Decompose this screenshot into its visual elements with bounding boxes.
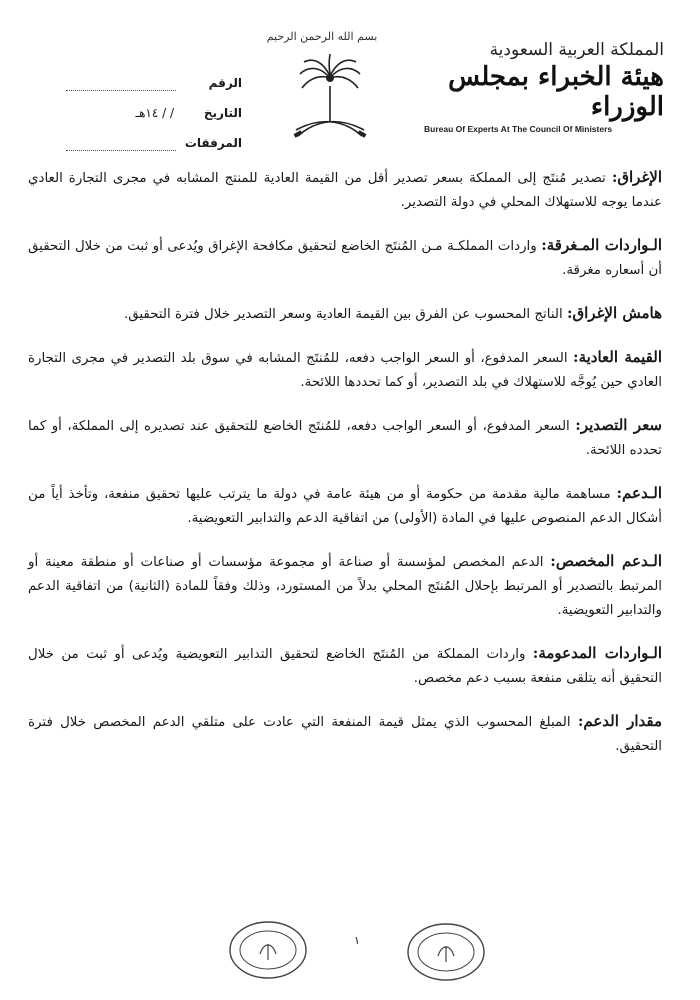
definition-text: السعر المدفوع، أو السعر الواجب دفعه، للمُنتَج المشابه في سوق بلد التصدير في مجرى التجارة العادي حين يُوجَّه للاستهلاك في بلد التصدير، أو كما تحددها اللائحة.: [28, 351, 662, 391]
definition-term: الـواردات المدعومة:: [532, 644, 662, 663]
definition-text: واردات المملكة من المُنتَج الخاضع لتحقيق التدابير التعويضية ويُدعى أو ثبت من خلال التحقيق أنه يتلقى منفعة بسبب دعم مخصص.: [28, 647, 662, 687]
definition-entry: [28, 301, 662, 327]
definition-text: الدعم المخصص لمؤسسة أو صناعة أو مجموعة مؤسسات أو صناعات أو منطقة معينة أو المرتبط بالتصدير أو المرتبط بإحلال المُنتَج المحلي بدلاً من المستورد، وذلك وفقاً للمادة (الثانية) من اتفاقية الدعم والتدابير التعويضية.: [28, 555, 662, 619]
org-name: هيئة الخبراء بمجلس الوزراء: [448, 62, 664, 122]
definitions-body: [28, 152, 662, 777]
definition-entry: [28, 165, 662, 215]
definition-text: تصدير مُنتَج إلى المملكة بسعر تصدير أقل من القيمة العادية للمنتج المشابه في مجرى التجارة العادي عندما يوجه للاستهلاك المحلي في دولة التصدير.: [28, 171, 662, 211]
definition-entry: [28, 233, 662, 283]
number-field-line: [66, 76, 176, 91]
meta-date-row: [22, 98, 242, 128]
document-meta: [22, 68, 242, 158]
definition-entry: [28, 709, 662, 759]
attachments-field-line: [66, 136, 176, 151]
official-stamp-icon: [404, 920, 488, 984]
definition-entry: [28, 549, 662, 623]
definition-text: مساهمة مالية مقدمة من حكومة أو من هيئة عامة في دولة ما يترتب عليها تحقيق منفعة، وتأخذ أياً من أشكال الدعم المنصوص عليها في المادة (الأولى) من اتفاقية الدعم والتدابير التعويضية.: [28, 487, 662, 527]
definition-term: الـواردات المـغرقة:: [541, 236, 662, 255]
org-english-name: Bureau Of Experts At The Council Of Ministers: [424, 124, 613, 134]
saudi-emblem-icon: [290, 52, 370, 144]
definition-term: الإغراق:: [611, 168, 663, 187]
definition-entry: [28, 641, 662, 691]
definition-term: هامش الإغراق:: [566, 304, 662, 323]
definition-text: المبلغ المحسوب الذي يمثل قيمة المنفعة التي عادت على متلقي الدعم المخصص خلال فترة التحقيق.: [28, 715, 662, 755]
definition-text: واردات المملكـة مـن المُنتَج الخاضع لتحقيق مكافحة الإغراق ويُدعى أو ثبت من خلال التحقيق أن أسعاره مغرقة.: [28, 239, 662, 279]
definition-term: الـدعم المخصص:: [550, 552, 662, 571]
date-value: / / ١٤هـ: [135, 106, 174, 120]
org-country: المملكة العربية السعودية: [489, 40, 664, 60]
page-number: ١: [354, 934, 360, 947]
definition-term: القيمة العادية:: [573, 348, 662, 367]
official-stamp-icon: [226, 918, 310, 982]
definition-text: السعر المدفوع، أو السعر الواجب دفعه، للمُنتَج الخاضع للتحقيق عند تصديره إلى المملكة، أو كما تحدده اللائحة.: [28, 419, 662, 459]
definition-term: مقدار الدعم:: [577, 712, 662, 731]
number-label: الرقم: [208, 76, 242, 90]
attachments-label: المرفقات: [184, 136, 242, 150]
definition-entry: [28, 345, 662, 395]
definition-entry: [28, 481, 662, 531]
definition-text: الناتج المحسوب عن الفرق بين القيمة العادية وسعر التصدير خلال فترة التحقيق.: [123, 307, 563, 323]
definition-term: سعر التصدير:: [575, 416, 662, 435]
definition-entry: [28, 413, 662, 463]
definition-term: الـدعم:: [616, 484, 662, 503]
basmala: بسم الله الرحمن الرحيم: [266, 30, 378, 43]
date-label: التاريخ: [203, 106, 242, 120]
organization-header: [414, 40, 664, 134]
meta-number-row: [22, 68, 242, 98]
